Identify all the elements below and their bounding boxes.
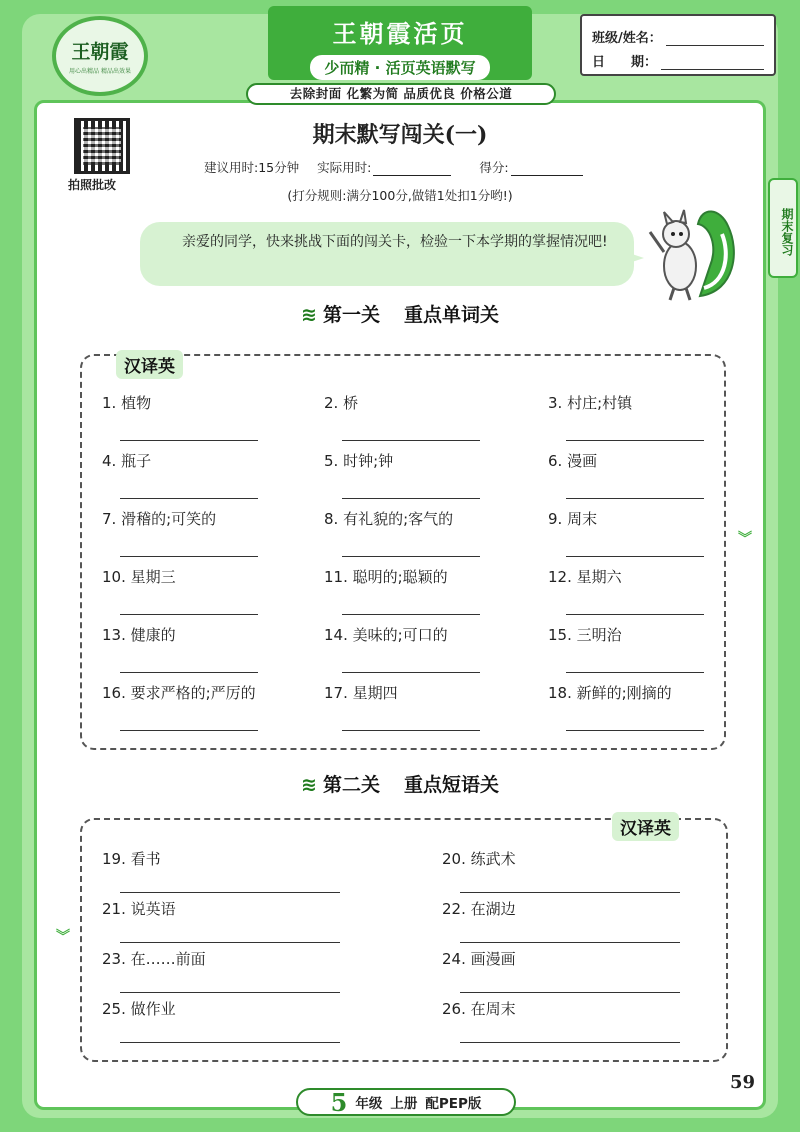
answer-line[interactable] [120,730,258,731]
answer-line[interactable] [120,672,258,673]
brand-logo [52,16,148,96]
level1-heading: ≋ 第一关 重点单词关 [301,304,499,326]
question-item: 1. 植物 [102,394,152,412]
answer-line[interactable] [120,942,340,943]
page-number: 59 [730,1072,756,1093]
question-item: 8. 有礼貌的;客气的 [324,510,454,528]
answer-line[interactable] [566,498,704,499]
score-label: 得分: [479,160,509,175]
date-label: 日 期： [592,55,658,70]
question-item: 18. 新鲜的;刚摘的 [548,684,672,702]
answer-line[interactable] [120,992,340,993]
question-item: 19. 看书 [102,850,161,868]
answer-line[interactable] [566,440,704,441]
chevron-down-icon: ︾ [56,929,70,945]
class-name-field[interactable] [666,32,764,46]
answer-line[interactable] [342,440,480,441]
answer-line[interactable] [566,556,704,557]
brand-banner [268,6,532,80]
answer-line[interactable] [566,672,704,673]
answer-line[interactable] [120,1042,340,1043]
answer-line[interactable] [460,942,680,943]
answer-line[interactable] [342,730,480,731]
edition-label: 配PEP版 [425,1096,482,1112]
answer-line[interactable] [342,498,480,499]
brand-subtitle: 少而精 · 活页英语默写 [310,55,489,80]
question-item: 20. 练武术 [442,850,516,868]
question-item: 12. 星期六 [548,568,622,586]
chevron-down-icon: ︾ [738,531,752,547]
level2-heading: ≋ 第二关 重点短语关 [301,774,499,796]
grade-number: 5 [330,1087,348,1117]
question-item: 22. 在湖边 [442,900,516,918]
class-name-label: 班级/姓名： [592,31,662,46]
question-item: 13. 健康的 [102,626,176,644]
grade-label: 年级 [355,1096,383,1112]
level2-tag: 汉译英 [612,812,679,841]
level1-tag: 汉译英 [116,350,183,379]
squirrel-mascot-icon [640,196,740,306]
question-item: 9. 周末 [548,510,598,528]
answer-line[interactable] [342,672,480,673]
level1-topic: 重点单词关 [403,304,499,326]
question-item: 26. 在周末 [442,1000,516,1018]
qr-label: 拍照批改 [68,178,117,192]
question-item: 11. 聪明的;聪颖的 [324,568,448,586]
score-field[interactable] [511,162,583,176]
question-item: 16. 要求严格的;严厉的 [102,684,256,702]
level2-box [80,818,728,1062]
answer-line[interactable] [566,730,704,731]
answer-line[interactable] [342,556,480,557]
side-tab: 期末复习 [768,178,798,278]
answer-line[interactable] [120,556,258,557]
answer-line[interactable] [342,614,480,615]
level2-topic: 重点短语关 [403,774,499,796]
answer-line[interactable] [460,992,680,993]
level2-name: 第二关 [322,774,380,796]
question-item: 25. 做作业 [102,1000,176,1018]
answer-line[interactable] [566,614,704,615]
answer-line[interactable] [120,892,340,893]
answer-line[interactable] [120,440,258,441]
question-item: 3. 村庄;村镇 [548,394,633,412]
scoring-rule: (打分规则:满分100分,做错1处扣1分哟!) [287,188,513,203]
question-item: 4. 瓶子 [102,452,152,470]
question-item: 6. 漫画 [548,452,598,470]
question-item: 17. 星期四 [324,684,398,702]
answer-line[interactable] [460,892,680,893]
question-item: 5. 时钟;钟 [324,452,394,470]
answer-line[interactable] [460,1042,680,1043]
brand-title: 王朝霞活页 [332,19,468,48]
question-item: 14. 美味的;可口的 [324,626,448,644]
student-info-box [580,14,776,76]
actual-time-field[interactable] [373,162,451,176]
question-item: 7. 滑稽的;可笑的 [102,510,217,528]
answer-line[interactable] [120,614,258,615]
timing-row [204,158,583,176]
answer-line[interactable] [120,498,258,499]
speech-bubble: 亲爱的同学，快来挑战下面的闯关卡，检验一下本学期的掌握情况吧! [140,222,634,286]
question-item: 23. 在……前面 [102,950,206,968]
question-item: 24. 画漫画 [442,950,516,968]
level1-name: 第一关 [322,304,380,326]
logo-text: 王朝霞 [71,41,129,63]
suggested-time: 建议用时:15分钟 [204,160,300,175]
slogan: 去除封面 化繁为简 品质优良 价格公道 [246,83,556,105]
question-item: 21. 说英语 [102,900,176,918]
grade-badge [296,1088,516,1116]
question-item: 2. 桥 [324,394,359,412]
question-item: 15. 三明治 [548,626,622,644]
date-field[interactable] [661,56,764,70]
term-label: 上册 [390,1096,418,1112]
logo-subtext: 用心出精品 精品出效果 [69,68,131,75]
question-item: 10. 星期三 [102,568,176,586]
page-title: 期末默写闯关(一) [312,122,488,148]
actual-time-label: 实际用时: [317,160,372,175]
